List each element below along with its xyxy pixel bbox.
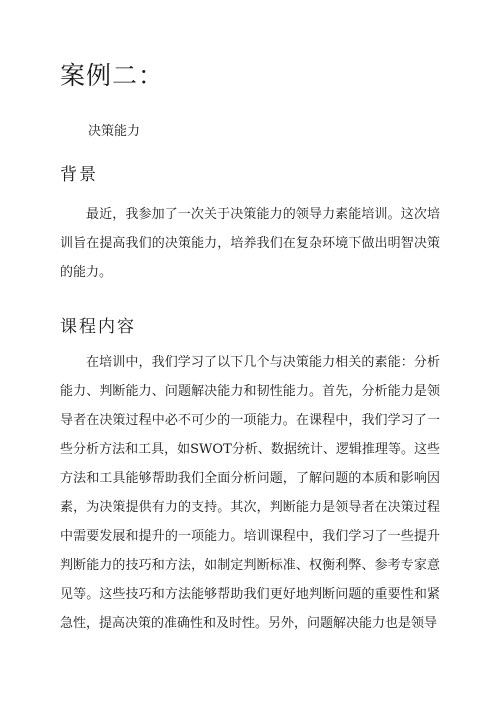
- section-heading-background: 背景: [60, 165, 98, 185]
- case-title: 案例二：: [60, 61, 165, 90]
- subtitle: 决策能力: [88, 124, 141, 139]
- section-body-background: 最近，我参加了一次关于决策能力的领导力素能培训。这次培训旨在提高我们的决策能力，培养我们在复杂环境下做出明智决策的能力。: [60, 207, 440, 280]
- section-body-course-content: 在培训中，我们学习了以下几个与决策能力相关的素能：分析能力、判断能力、问题解决能力和韧性能力。首先，分析能力是领导者在决策过程中必不可少的一项能力。在课程中，我们学习了一些分析方法和工具，如SWOT分析、数据统计、逻辑推理等。这些方法和工具能够帮助我们全面分析问题，了解问题的本质和影响因素，为决策提供有力的支持。其次，判断能力是领导者在决策过程中需要发展和提升的一项能力。培训课程中，我们学习了一些提升判断能力的技巧和方法，如制定判断标准、权衡利弊、参考专家意见等。这些技巧和方法能够帮助我们更好地判断问题的重要性和紧急性，提高决策的准确性和及时性。另外，问题解决能力也是领导: [60, 355, 440, 631]
- section-heading-course-content: 课程内容: [60, 317, 136, 337]
